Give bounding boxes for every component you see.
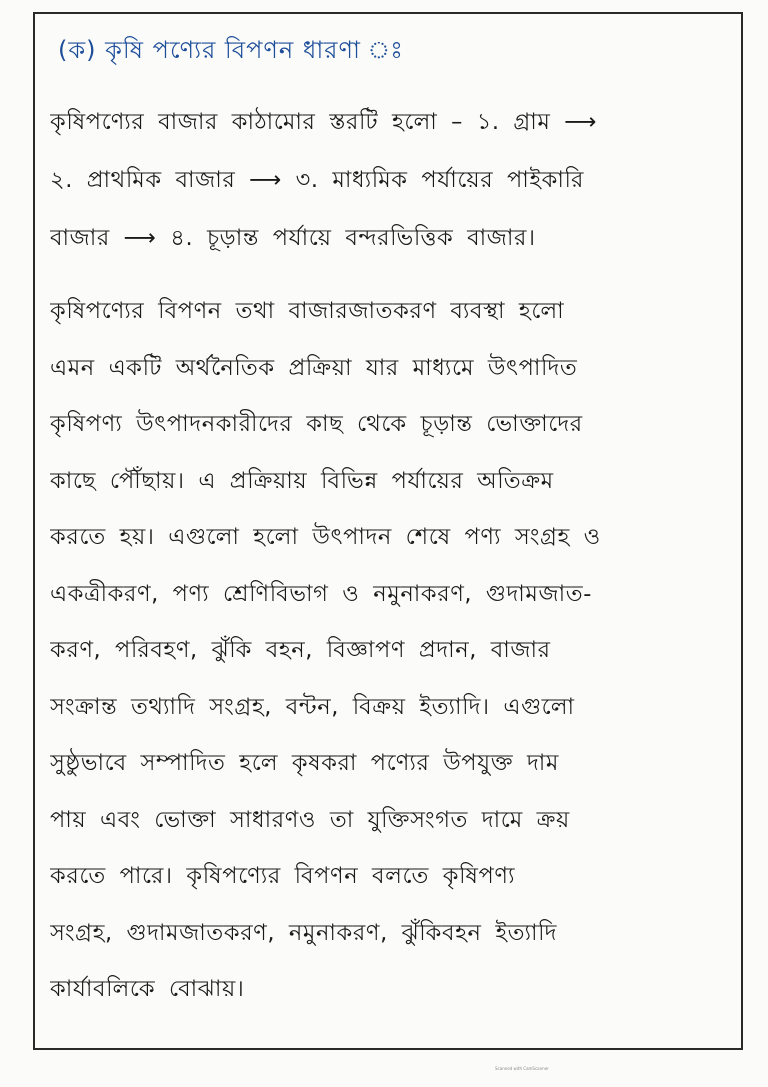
text-line: কৃষিপণ্যের বাজার কাঠামোর স্তরটি হলো – ১. গ্রাম ⟶	[50, 109, 598, 135]
text-line: সংগ্রহ, গুদামজাতকরণ, নমুনাকরণ, ঝুঁকিবহন ইত্যাদি	[50, 919, 558, 946]
text-line: একত্রীকরণ, পণ্য শ্রেণিবিভাগ ও নমুনাকরণ, গুদামজাত-	[50, 580, 592, 607]
text-line: সংক্রান্ত তথ্যাদি সংগ্রহ, বন্টন, বিক্রয় ইত্যাদি। এগুলো	[50, 693, 575, 720]
text-line: কৃষিপণ্য উৎপাদনকারীদের কাছ থেকে চূড়ান্ত ভোক্তাদের	[50, 411, 583, 437]
text-line: করণ, পরিবহণ, ঝুঁকি বহন, বিজ্ঞাপণ প্রদান, বাজার	[50, 637, 551, 663]
text-line: করতে পারে। কৃষিপণ্যের বিপণন বলতে কৃষিপণ্য	[50, 863, 516, 889]
text-line: কার্যাবলিকে বোঝায়।	[50, 976, 245, 1002]
text-line: করতে হয়। এগুলো হলো উৎপাদন শেষে পণ্য সংগ্রহ ও	[50, 524, 601, 550]
scanner-watermark: Scanned with CamScanner	[495, 1066, 549, 1071]
marketing-definition-paragraph	[50, 283, 730, 1018]
text-line: কাছে পৌঁছায়। এ প্রক্রিয়ায় বিভিন্ন পর্যায়ের অতিক্রম	[50, 467, 554, 494]
text-line: পায় এবং ভোক্তা সাধারণও তা যুক্তিসংগত দামে ক্রয়	[50, 806, 570, 833]
text-line: কৃষিপণ্যের বিপণন তথা বাজারজাতকরণ ব্যবস্থা হলো	[50, 298, 565, 324]
text-line: সুষ্ঠুভাবে সম্পাদিত হলে কৃষকরা পণ্যের উপযুক্ত দাম	[50, 750, 559, 776]
section-heading: (ক) কৃষি পণ্যের বিপণন ধারণা ঃ	[58, 36, 404, 64]
text-line: বাজার ⟶ ৪. চূড়ান্ত পর্যায়ে বন্দরভিত্তিক বাজার।	[50, 225, 536, 251]
text-line: এমন একটি অর্থনৈতিক প্রক্রিয়া যার মাধ্যমে উৎপাদিত	[50, 354, 578, 381]
text-line: ২. প্রাথমিক বাজার ⟶ ৩. মাধ্যমিক পর্যায়ের পাইকারি	[50, 167, 584, 193]
market-structure-paragraph	[50, 93, 730, 267]
